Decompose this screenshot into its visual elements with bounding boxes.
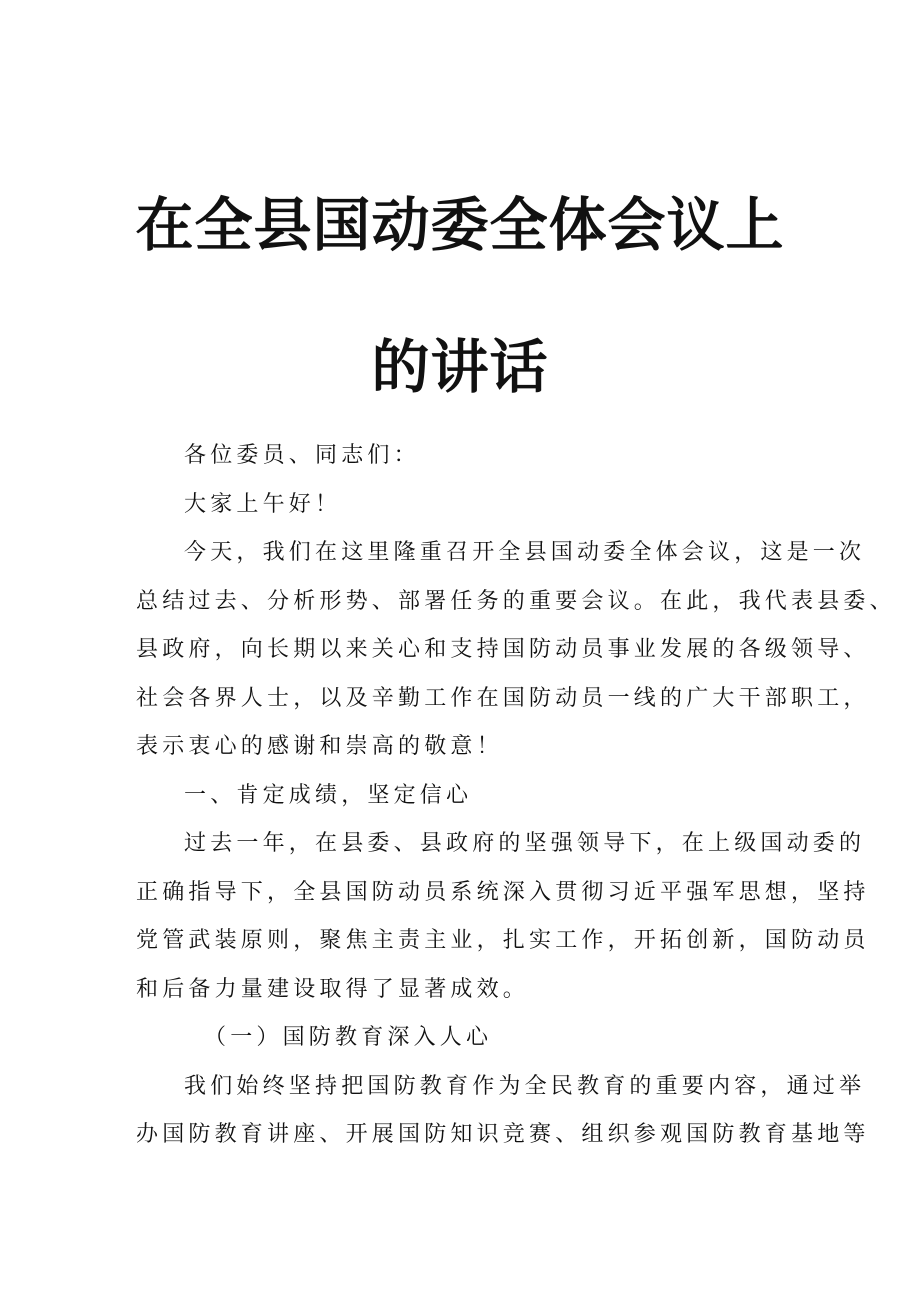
paragraph-line: 办国防教育讲座、开展国防知识竞赛、组织参观国防教育基地等 — [136, 1122, 870, 1147]
document-body — [136, 432, 896, 1160]
paragraph-greeting — [136, 481, 796, 530]
paragraph-line: 总结过去、分析形势、部署任务的重要会议。在此，我代表县委、 — [136, 588, 896, 614]
paragraph-line: 过去一年，在县委、县政府的坚强领导下，在上级国动委的 — [184, 831, 866, 856]
paragraph-line: 县政府，向长期以来关心和支持国防动员事业发展的各级领导、 — [136, 637, 870, 662]
subsection-heading-text: （一）国防教育深入人心 — [204, 1025, 493, 1050]
subsection-heading-1 — [136, 1014, 796, 1063]
paragraph-line: 党管武装原则，聚焦主责主业，扎实工作，开拓创新，国防动员 — [136, 928, 870, 953]
paragraph-line: 表示衷心的感谢和崇高的敬意！ — [136, 734, 503, 759]
paragraph-education — [136, 1063, 870, 1160]
section-heading-1 — [136, 772, 796, 821]
paragraph-achievements — [136, 820, 870, 1014]
paragraph-opening — [136, 529, 896, 772]
section-heading-text: 一、肯定成绩，坚定信心 — [184, 782, 473, 808]
document-title-line-1: 在全县国动委全体会议上 — [135, 191, 785, 259]
paragraph-salutation — [136, 432, 796, 481]
paragraph-line: 今天，我们在这里隆重召开全县国动委全体会议，这是一次 — [184, 540, 866, 565]
document-title-line-2: 的讲话 — [371, 333, 549, 401]
paragraph-line: 和后备力量建设取得了显著成效。 — [136, 976, 530, 1002]
paragraph-line: 各位委员、同志们： — [184, 443, 420, 468]
paragraph-line: 我们始终坚持把国防教育作为全民教育的重要内容，通过举 — [184, 1073, 866, 1099]
paragraph-line: 大家上午好！ — [184, 491, 342, 517]
paragraph-line: 社会各界人士，以及辛勤工作在国防动员一线的广大干部职工， — [136, 685, 870, 711]
paragraph-line: 正确指导下，全县国防动员系统深入贯彻习近平强军思想，坚持 — [136, 879, 870, 905]
